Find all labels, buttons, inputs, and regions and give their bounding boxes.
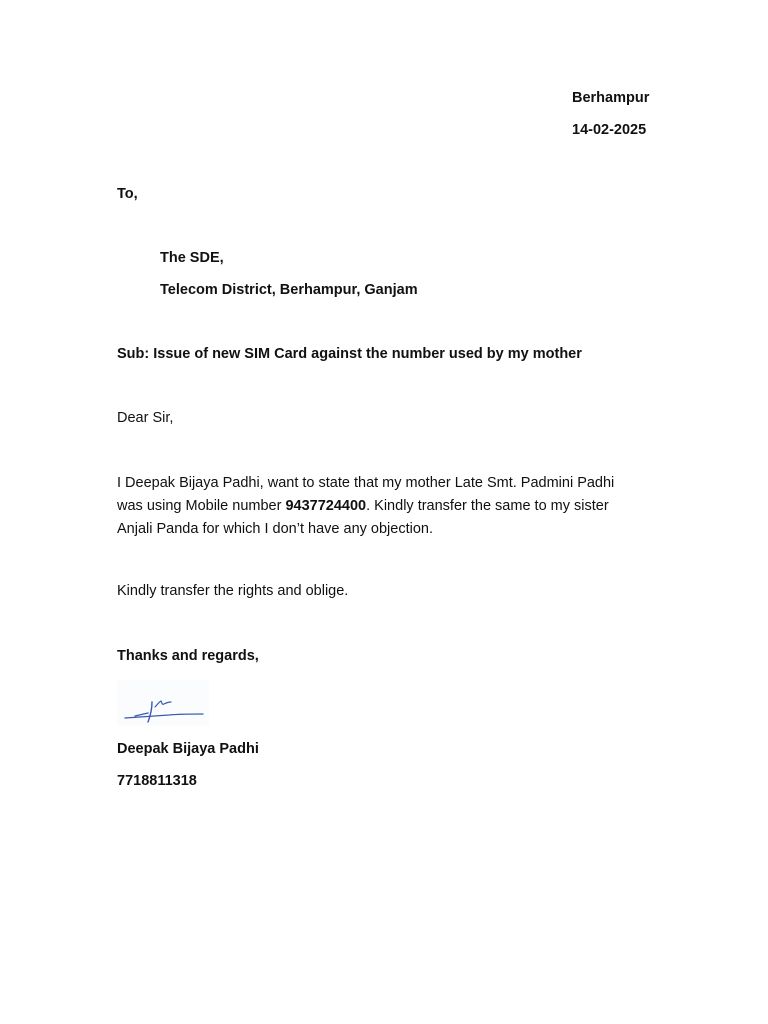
mobile-number: 9437724400 xyxy=(285,498,367,514)
recipient-address: Telecom District, Berhampur, Ganjam xyxy=(160,282,418,298)
letter-date: 14-02-2025 xyxy=(572,122,647,138)
letter-body xyxy=(117,472,614,541)
letter-place: Berhampur xyxy=(572,90,650,106)
handwritten-signature-icon xyxy=(117,680,209,726)
body-line-1: I Deepak Bijaya Padhi, want to state that my mother Late Smt. Padmini Padhi xyxy=(117,475,615,491)
body-line-2 xyxy=(117,495,614,518)
subject-line: Sub: Issue of new SIM Card against the number used by my mother xyxy=(117,346,582,362)
recipient-title: The SDE, xyxy=(160,250,224,266)
signature-svg xyxy=(117,680,209,726)
sender-phone: 7718811318 xyxy=(117,773,197,789)
sender-name: Deepak Bijaya Padhi xyxy=(117,741,259,757)
body-line-2-prefix: was using Mobile number xyxy=(117,498,286,514)
closing-request: Kindly transfer the rights and oblige. xyxy=(117,583,349,599)
body-line-2-suffix: . Kindly transfer the same to my sister xyxy=(366,498,609,514)
to-label: To, xyxy=(117,186,138,202)
body-line-3: Anjali Panda for which I don’t have any objection. xyxy=(117,521,433,537)
sign-off: Thanks and regards, xyxy=(117,648,259,664)
salutation: Dear Sir, xyxy=(117,410,174,426)
